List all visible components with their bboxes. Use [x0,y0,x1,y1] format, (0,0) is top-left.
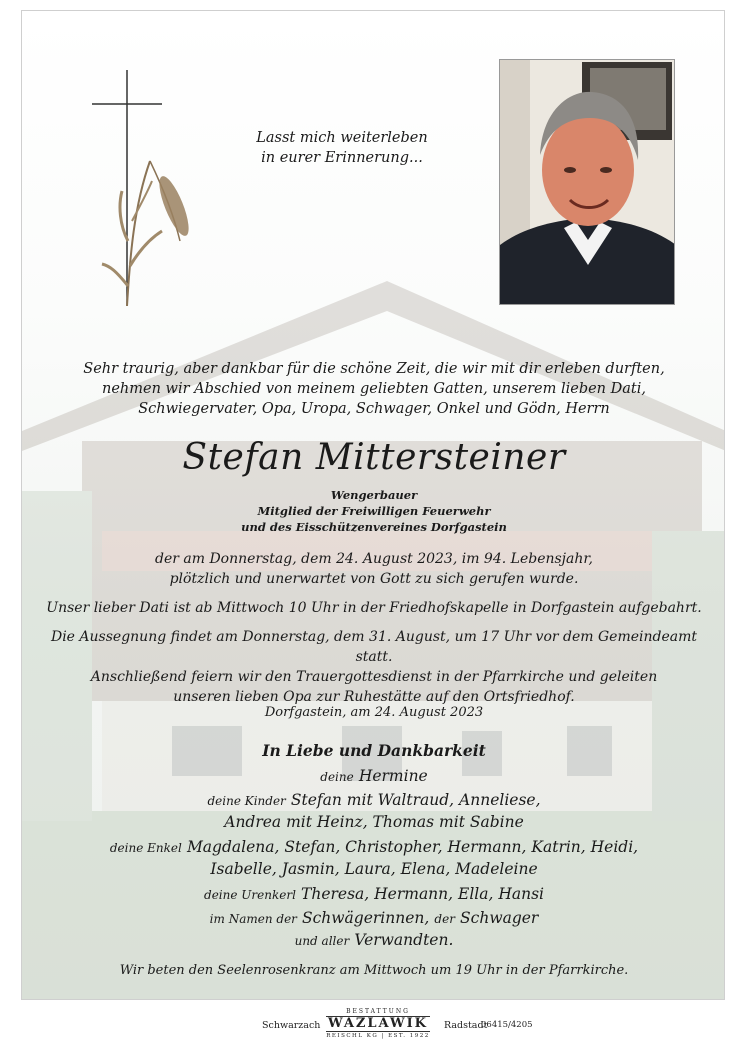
occupation: Wengerbauer [330,488,418,502]
death-line-2: plötzlich und unerwartet von Gott zu sich gerufen wurde. [169,571,579,587]
motto-line-2: in eurer Erinnerung... [261,150,423,166]
death-paragraph [32,549,716,589]
funeral-home-logo: BESTATTUNG WAZLAWIK REISCHL KG | EST. 1922 [326,1008,430,1039]
intro-paragraph [62,359,686,419]
signoff: In Liebe und Dankbarkeit [262,741,486,760]
funeral-home-footer [0,1008,750,1038]
family-children-1: deine Kinder Stefan mit Waltraud, Anneliese, [207,791,541,809]
family-relatives: und aller Verwandten. [294,931,454,949]
deceased-details [162,487,586,535]
membership-line-1: Mitglied der Freiwilligen Feuerwehr [257,504,491,518]
ceremony-line-1: Die Aussegnung findet am Donnerstag, dem 31. August, um 17 Uhr vor dem Gemeindeamt statt. [50,629,698,665]
motto-line-1: Lasst mich weiterleben [256,130,428,146]
ceremony-line-3: unseren lieben Opa zur Ruhestätte auf den Ortsfriedhof. [173,689,575,705]
footer-location-left: Schwarzach [262,1020,321,1031]
viewing-text: Unser lieber Dati ist ab Mittwoch 10 Uhr in der Friedhofskapelle in Dorfgastein aufgebahrt. [46,600,702,616]
membership-line-2: und des Eisschützenvereines Dorfgastein [241,520,507,534]
death-line-1: der am Donnerstag, dem 24. August 2023, im 94. Lebensjahr, [155,551,593,567]
portrait-photo [499,59,675,305]
cross-with-wheat-icon [82,66,202,316]
family-grandchildren-2: Isabelle, Jasmin, Laura, Elena, Madeleine [210,860,538,878]
family-spouse: deine Hermine [320,767,428,785]
footer-location-right: Radstadt [444,1020,488,1031]
place-date: Dorfgastein, am 24. August 2023 [264,705,484,720]
intro-line-1: Sehr traurig, aber dankbar für die schöne Zeit, die wir mit dir erleben durften, [83,361,665,377]
intro-line-2: nehmen wir Abschied von meinem geliebten Gatten, unserem lieben Dati, [102,381,646,397]
footer-phone: 06415/4205 [481,1020,533,1030]
ceremony-line-2: Anschließend feiern wir den Trauergottesdienst in der Pfarrkirche und geleiten [90,669,658,685]
deceased-name: Stefan Mittersteiner [182,437,566,478]
intro-line-3: Schwiegervater, Opa, Uropa, Schwager, Onkel und Gödn, Herrn [138,401,610,417]
rosary-text: Wir beten den Seelenrosenkranz am Mittwoch um 19 Uhr in der Pfarrkirche. [119,963,629,978]
family-great-grandchildren: deine Urenkerl Theresa, Hermann, Ella, Hansi [204,885,544,903]
family-children-2: Andrea mit Heinz, Thomas mit Sabine [224,813,524,831]
family-grandchildren-1: deine Enkel Magdalena, Stefan, Christopher, Hermann, Katrin, Heidi, [109,838,639,856]
obituary-card [21,10,725,1000]
family-inlaws: im Namen der Schwägerinnen, der Schwager [209,909,539,927]
motto-text [237,128,447,168]
ceremony-paragraph [32,627,716,707]
